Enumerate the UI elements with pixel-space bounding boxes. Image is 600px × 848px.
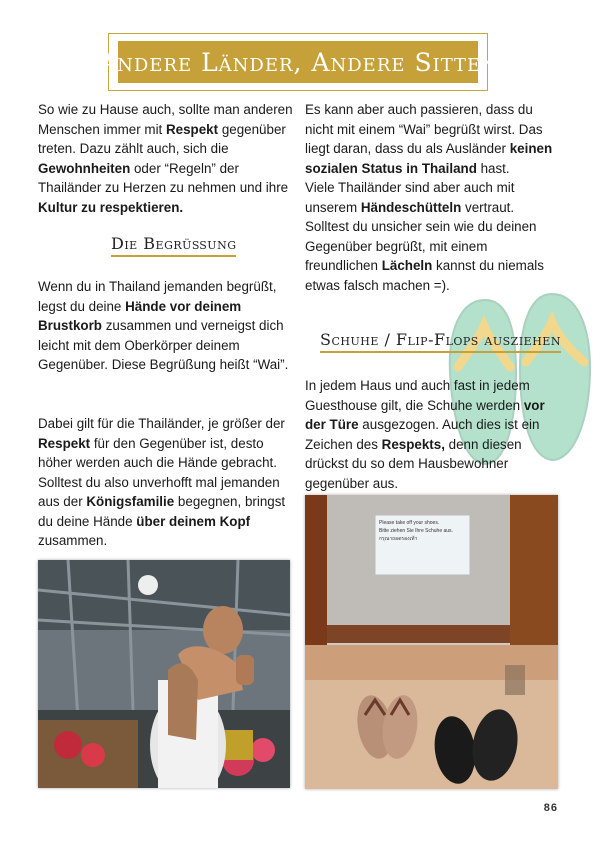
emphasis-text: Lächeln: [381, 258, 433, 273]
section-heading-shoes: [320, 330, 561, 353]
greeting-text-1: [38, 277, 293, 375]
body-text: denn diesen drückst du so dem Hausbewohner gegenüber aus.: [305, 436, 522, 491]
emphasis-text: Respekts,: [381, 436, 445, 452]
handshake-text: [305, 178, 560, 295]
body-text: hast.: [476, 160, 510, 176]
photo-shoes-at-door: [305, 495, 558, 789]
status-paragraph: [305, 100, 560, 295]
emphasis-text: Respekt: [165, 121, 219, 137]
emphasis-text: Respekt: [38, 435, 91, 451]
intro-paragraph: [38, 100, 293, 217]
greeting-text-2: [38, 414, 293, 551]
emphasis-text: vor der Türe: [305, 397, 545, 432]
shoes-paragraph: [305, 376, 560, 493]
body-text: Es kann aber auch passieren, dass du nicht mit einem “Wai” begrüßt wirst. Das liegt daran, dass du als Ausländer: [305, 102, 543, 156]
heading-underline: [320, 351, 561, 353]
body-text: begegnen, bringst du deine Hände: [38, 494, 286, 529]
body-text: zusammen.: [38, 533, 108, 548]
intro-text: [38, 100, 293, 217]
greeting-paragraph-1: [38, 277, 293, 375]
title-banner: [98, 41, 498, 83]
body-text: vertraut. Solltest du unsicher sein wie du deinen Gegenüber begrüßt, mit einem freundlichen: [305, 199, 537, 273]
section-heading-greeting-text: Die Begrüßung: [111, 234, 237, 253]
shoe-sign-line-2: Bitte ziehen Sie Ihre Schuhe aus.: [379, 528, 453, 534]
body-text: gegenüber treten. Dazu zählt auch, sich die: [38, 121, 286, 156]
body-text: ausgezogen. Auch dies ist ein Zeichen des: [305, 417, 540, 452]
body-text: kannst du niemals etwas falsch machen =).: [305, 258, 544, 293]
photo-wai-greeting: [38, 560, 290, 788]
body-text: für den Gegenüber ist, desto höher werden auch die Hände gebracht. Solltest du also unverhofft mal jemanden aus der: [38, 435, 280, 509]
body-text: So wie zu Hause auch, sollte man anderen Menschen immer mit: [38, 102, 293, 137]
emphasis-text: keinen sozialen Status in Thailand: [305, 141, 553, 176]
emphasis-text: Gewohnheiten: [38, 160, 131, 176]
section-heading-shoes-text: Schuhe / Flip-Flops ausziehen: [320, 330, 561, 349]
body-text: In jedem Haus und auch fast in jedem Guesthouse gilt, die Schuhe werden: [305, 378, 530, 413]
emphasis-text: Königsfamilie: [86, 494, 175, 509]
page-number: 86: [543, 802, 558, 814]
body-text: Wenn du in Thailand jemanden begrüßt, legst du deine: [38, 279, 277, 314]
greeting-paragraph-2: [38, 414, 293, 551]
emphasis-text: Hände vor deinem Brustkorb: [38, 298, 242, 333]
body-text: Viele Thailänder sind aber auch mit unserem: [305, 180, 515, 215]
page-title: Andere Länder, Andere Sitten: [98, 47, 498, 77]
body-text: oder “Regeln” der Thailänder zu Herzen zu nehmen und ihre: [38, 160, 289, 195]
title-banner-frame: [98, 33, 498, 91]
shoe-sign-line-1: Please take off your shoes.: [379, 520, 440, 526]
heading-underline: [111, 255, 236, 257]
status-text: [305, 100, 560, 178]
shoe-sign-line-3: กรุณาถอดรองเท้า: [379, 536, 418, 542]
shoes-text: [305, 376, 560, 493]
body-text: zusammen und verneigst dich leicht mit dem Oberkörper deinem Gegenüber. Diese Begrüßung heißt “Wai”.: [38, 318, 289, 372]
section-heading-greeting: [111, 234, 236, 257]
emphasis-text: über deinem Kopf: [136, 513, 251, 529]
body-text: Dabei gilt für die Thailänder, je größer der: [38, 416, 285, 431]
emphasis-text: Händeschütteln: [360, 199, 462, 215]
emphasis-text: Kultur zu respektieren.: [38, 199, 184, 215]
shoe-sign: [375, 515, 470, 547]
wai-greeting-image: [38, 560, 290, 788]
